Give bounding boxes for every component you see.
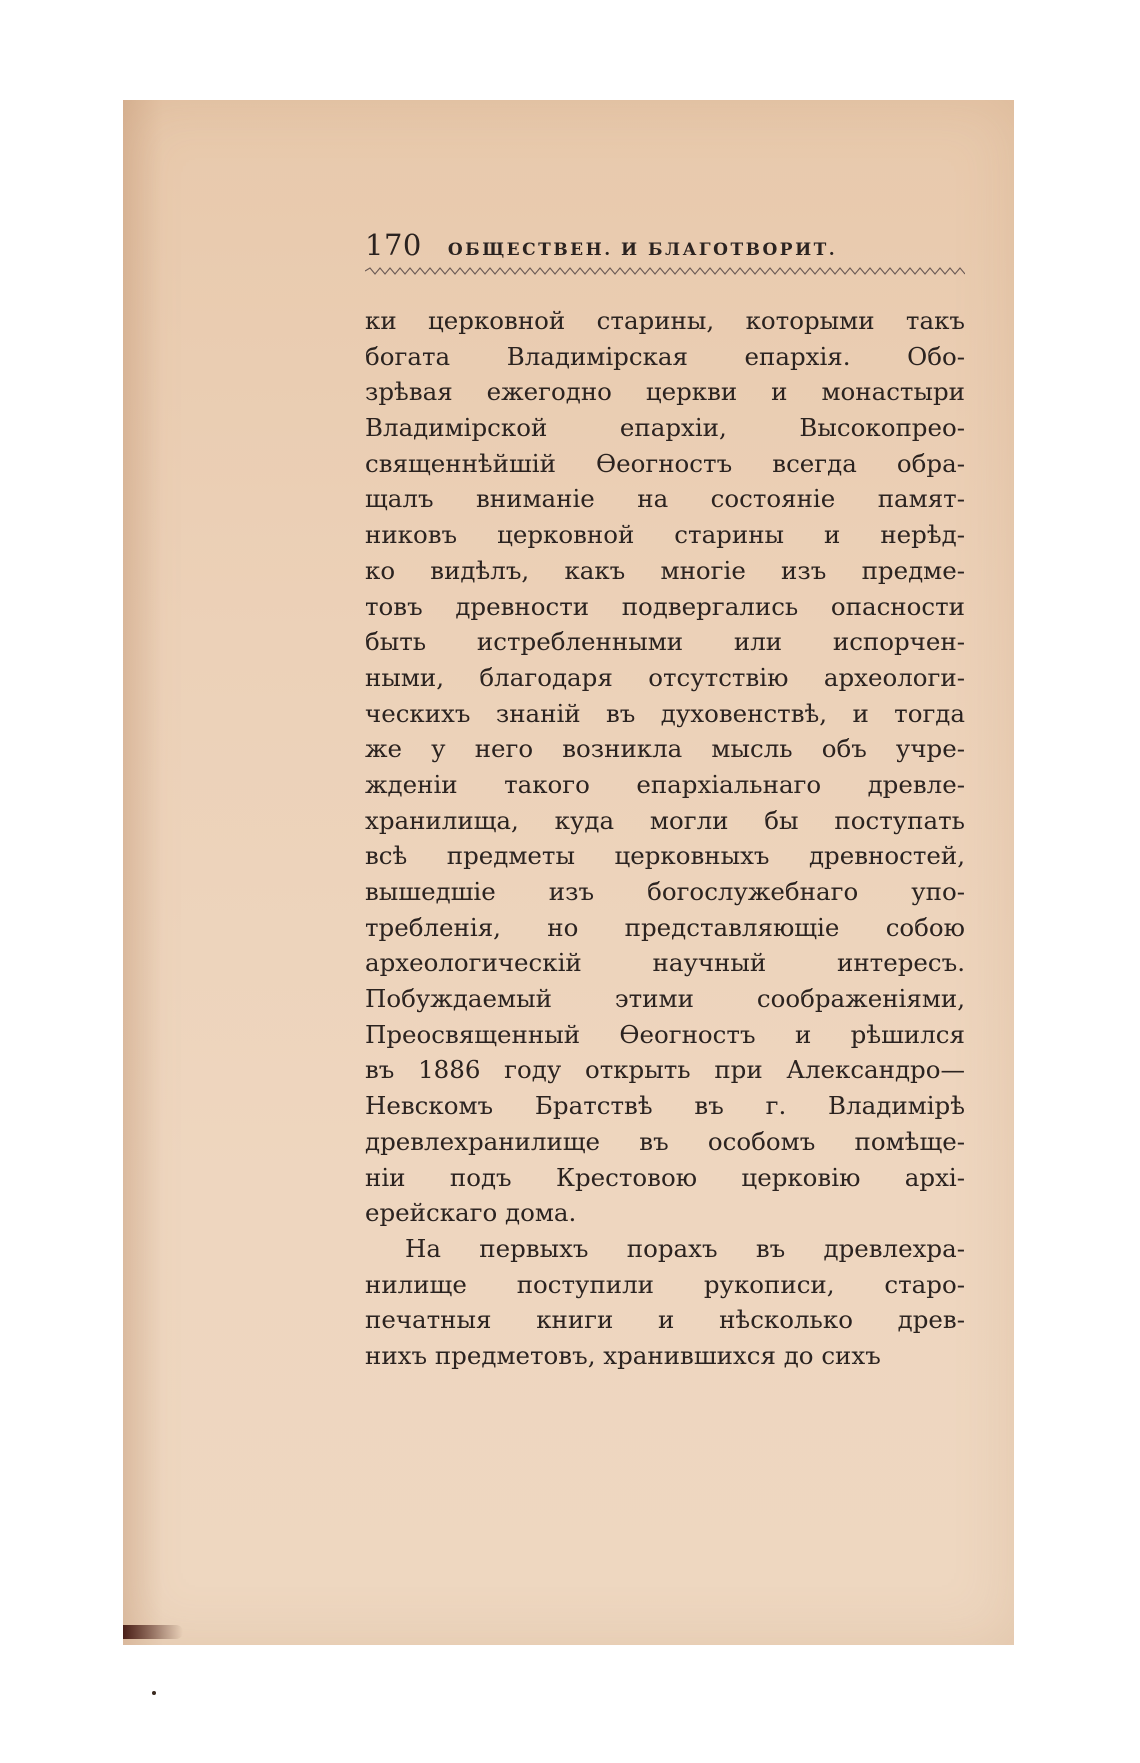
text-line: быть истребленными или испорчен-: [365, 627, 965, 657]
text-line: Побуждаемый этими соображеніями,: [365, 984, 965, 1014]
text-line: щалъ вниманіе на состояніе памят-: [365, 484, 965, 514]
text-line: нилище поступили рукописи, старо-: [365, 1269, 965, 1299]
text-line: ко видѣлъ, какъ многіе изъ предме-: [365, 555, 965, 585]
ink-speck: [152, 1691, 156, 1695]
wavy-rule: [365, 266, 965, 276]
text-line: жденіи такого епархіальнаго древле-: [365, 769, 965, 799]
text-line: Владимірской епархіи, Высокопрео-: [365, 413, 965, 443]
text-line: ніи подъ Крестовою церковію архі-: [365, 1162, 965, 1192]
text-line: ки церковной старины, которыми такъ: [365, 306, 965, 335]
page-content: [365, 228, 965, 1374]
page-number: 170: [365, 228, 422, 262]
text-line: же у него возникла мысль объ учре-: [365, 734, 965, 764]
text-line: зрѣвая ежегодно церкви и монастыри: [365, 377, 965, 407]
running-head: ОБЩЕСТВЕН. И БЛАГОТВОРИТ.: [447, 240, 838, 260]
text-line: Преосвященный Өеогностъ и рѣшился: [365, 1019, 965, 1049]
text-line: хранилища, куда могли бы поступать: [365, 805, 965, 835]
text-line: всѣ предметы церковныхъ древностей,: [365, 841, 965, 871]
text-line: Невскомъ Братствѣ въ г. Владимірѣ: [365, 1091, 965, 1121]
text-line: археологическій научный интересъ.: [365, 948, 965, 978]
text-line: никовъ церковной старины и нерѣд-: [365, 520, 965, 550]
page-header: [365, 228, 965, 264]
text-line: На первыхъ порахъ въ древлехра-: [405, 1233, 965, 1263]
text-line: нихъ предметовъ, хранившихся до сихъ: [365, 1340, 881, 1370]
text-line: товъ древности подвергались опасности: [365, 591, 965, 621]
text-line: требленія, но представляющіе собою: [365, 912, 965, 942]
text-line: въ 1886 году открыть при Александро—: [365, 1055, 965, 1085]
text-line: ческихъ знаній въ духовенствѣ, и тогда: [365, 698, 965, 728]
text-line: печатныя книги и нѣсколько древ-: [365, 1305, 965, 1335]
text-line: вышедшіе изъ богослужебнаго упо-: [365, 877, 965, 906]
text-line: священнѣйшій Өеогностъ всегда обра-: [365, 448, 965, 478]
text-line: ерейскаго дома.: [365, 1198, 577, 1228]
text-line: древлехранилище въ особомъ помѣще-: [365, 1126, 965, 1156]
text-line: ными, благодаря отсутствію археологи-: [365, 662, 965, 692]
binding-mark: [123, 1625, 183, 1639]
body-text: [365, 303, 965, 1374]
page-edge-shadow: [123, 100, 163, 1645]
text-line: богата Владимірская епархія. Обо-: [365, 341, 965, 371]
